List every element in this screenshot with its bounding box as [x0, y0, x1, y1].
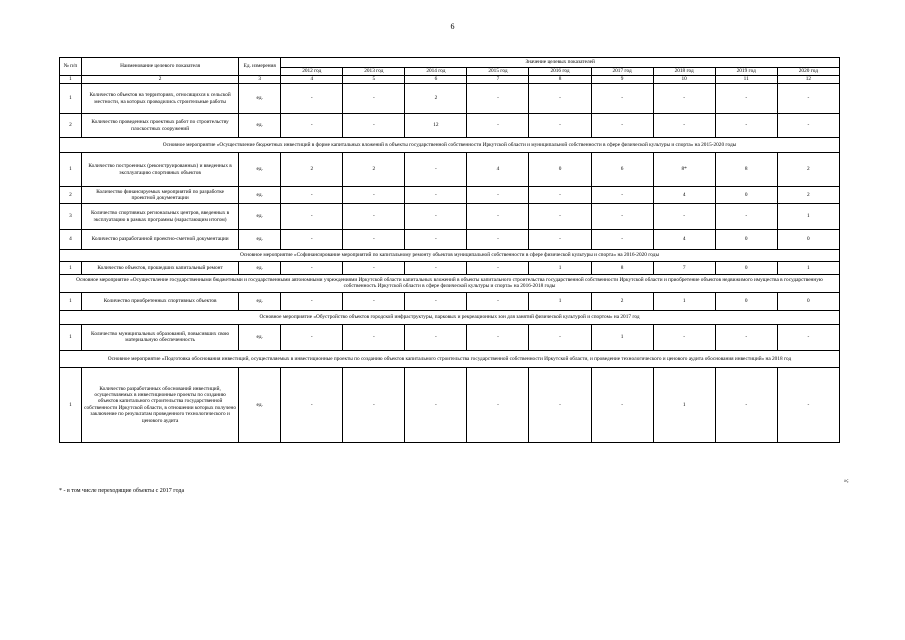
section-row: [60, 138, 840, 153]
section-title: Основное мероприятие «Осуществление государственными бюджетными и государственными автономными учреждениями Иркутской области капитальных вложений в объекты капитального строительства государственной собственности Иркутской области и приобретение объектов недвижимого имущества в государственную собственность Иркутской области в сфере физической культуры и спорта» на 2016-2018 годы: [60, 275, 840, 293]
value-cell: -: [529, 114, 591, 138]
year-header-cell: 2018 год: [653, 68, 715, 76]
value-cell: 0: [529, 153, 591, 187]
header-values: Значение целевых показателей: [281, 58, 840, 68]
header-unit: Ед. измерения: [239, 58, 281, 76]
value-cell: -: [715, 204, 777, 230]
value-cell: -: [281, 262, 343, 275]
column-number-cell: 1: [60, 76, 82, 84]
value-cell: -: [529, 204, 591, 230]
value-cell: -: [405, 324, 467, 350]
value-cell: -: [343, 367, 405, 442]
value-cell: -: [343, 262, 405, 275]
value-cell: -: [777, 114, 839, 138]
value-cell: 0: [715, 187, 777, 204]
unit-cell: ед.: [239, 114, 281, 138]
value-cell: -: [591, 84, 653, 114]
value-cell: -: [281, 187, 343, 204]
value-cell: -: [591, 367, 653, 442]
unit-cell: ед.: [239, 204, 281, 230]
value-cell: -: [281, 324, 343, 350]
indicator-name-cell: Количество объектов на территориях, относящихся к сельской местности, на которых проводились строительные работы: [82, 84, 239, 114]
column-number-cell: 6: [405, 76, 467, 84]
value-cell: 4: [653, 187, 715, 204]
value-cell: -: [343, 230, 405, 250]
value-cell: 0: [715, 262, 777, 275]
value-cell: -: [467, 324, 529, 350]
value-cell: -: [405, 187, 467, 204]
table-body: [60, 84, 840, 443]
table-row: [60, 153, 840, 187]
value-cell: 1: [529, 262, 591, 275]
value-cell: -: [467, 367, 529, 442]
value-cell: 2: [591, 292, 653, 310]
year-header-cell: 2015 год: [467, 68, 529, 76]
table-row: [60, 84, 840, 114]
section-row: [60, 350, 840, 367]
column-number-cell: 7: [467, 76, 529, 84]
indicator-name-cell: Количество финансируемых мероприятий по разработке проектной документации: [82, 187, 239, 204]
value-cell: -: [777, 367, 839, 442]
row-number-cell: 1: [60, 84, 82, 114]
header-name: Наименование целевого показателя: [82, 58, 239, 76]
value-cell: 8: [591, 262, 653, 275]
column-number-cell: 5: [343, 76, 405, 84]
section-title: Основное мероприятие «Софинансирование мероприятий по капитальному ремонту объектов муниципальной собственности в сфере физической культуры и спорта» на 2016-2020 годы: [60, 250, 840, 262]
year-header-cell: 2019 год: [715, 68, 777, 76]
value-cell: -: [653, 324, 715, 350]
header-num: № п/п: [60, 58, 82, 76]
row-number-cell: 3: [60, 204, 82, 230]
year-header-cell: 2014 год: [405, 68, 467, 76]
value-cell: -: [715, 84, 777, 114]
table-row: [60, 230, 840, 250]
section-row: [60, 310, 840, 324]
year-header-cell: 2017 год: [591, 68, 653, 76]
value-cell: -: [281, 292, 343, 310]
value-cell: 8*: [653, 153, 715, 187]
indicator-name-cell: Количество разработанных обоснований инвестиций, осуществляемых в инвестиционные проекты по созданию объектов капитального строительства государственной собственности Иркутской области, в отношении которых получено заключение по результатам проведенного технологического и ценового аудита: [82, 367, 239, 442]
value-cell: -: [281, 367, 343, 442]
value-cell: -: [281, 204, 343, 230]
indicator-table: [59, 57, 840, 443]
row-number-cell: 2: [60, 187, 82, 204]
year-header-cell: 2013 год: [343, 68, 405, 76]
column-number-cell: 10: [653, 76, 715, 84]
value-cell: 2: [777, 187, 839, 204]
value-cell: 0: [715, 230, 777, 250]
section-title: Основное мероприятие «Осуществление бюджетных инвестиций в форме капитальных вложений в объекты государственной собственности Иркутской области и муниципальной собственности в сфере физической культуры и спорта» на 2015-2020 годы: [60, 138, 840, 153]
value-cell: 4: [653, 230, 715, 250]
value-cell: 2: [405, 84, 467, 114]
value-cell: -: [343, 187, 405, 204]
value-cell: 6: [591, 153, 653, 187]
column-number-cell: 12: [777, 76, 839, 84]
section-row: [60, 275, 840, 293]
value-cell: -: [343, 324, 405, 350]
column-number-cell: 9: [591, 76, 653, 84]
indicator-name-cell: Количество объектов, прошедших капитальный ремонт: [82, 262, 239, 275]
value-cell: -: [405, 262, 467, 275]
table-row: [60, 114, 840, 138]
value-cell: -: [529, 324, 591, 350]
value-cell: 7: [653, 262, 715, 275]
trailing-mark: »;: [844, 478, 849, 484]
value-cell: 1: [777, 262, 839, 275]
value-cell: -: [591, 204, 653, 230]
unit-cell: ед.: [239, 230, 281, 250]
value-cell: -: [405, 230, 467, 250]
indicator-name-cell: Количество разработанной проектно-сметной документации: [82, 230, 239, 250]
year-header-cell: 2012 год: [281, 68, 343, 76]
value-cell: -: [777, 324, 839, 350]
value-cell: 1: [591, 324, 653, 350]
value-cell: 0: [777, 292, 839, 310]
row-number-cell: 1: [60, 367, 82, 442]
section-title: Основное мероприятие «Обустройство объектов городской инфраструктуры, парковых и рекреационных зон для занятий физической культурой и спортом» на 2017 год: [60, 310, 840, 324]
value-cell: -: [777, 84, 839, 114]
section-title: Основное мероприятие «Подготовка обоснования инвестиций, осуществляемых в инвестиционные проекты по созданию объектов капитального строительства государственной собственности Иркутской области, и проведение технологического и ценового аудита обоснования инвестиций» на 2018 год: [60, 350, 840, 367]
column-number-cell: 11: [715, 76, 777, 84]
value-cell: 2: [343, 153, 405, 187]
table-header: [60, 58, 840, 84]
value-cell: -: [467, 262, 529, 275]
value-cell: -: [529, 367, 591, 442]
value-cell: -: [591, 114, 653, 138]
value-cell: -: [467, 114, 529, 138]
page-number: 6: [450, 22, 455, 31]
value-cell: -: [405, 367, 467, 442]
table-row: [60, 204, 840, 230]
row-number-cell: 1: [60, 292, 82, 310]
unit-cell: ед.: [239, 262, 281, 275]
table-row: [60, 262, 840, 275]
value-cell: 0: [715, 292, 777, 310]
column-number-cell: 4: [281, 76, 343, 84]
value-cell: -: [281, 114, 343, 138]
value-cell: -: [653, 204, 715, 230]
value-cell: -: [467, 292, 529, 310]
indicator-name-cell: Количество проведенных проектных работ по строительству плоскостных сооружений: [82, 114, 239, 138]
table-row: [60, 292, 840, 310]
value-cell: 4: [467, 153, 529, 187]
row-number-cell: 1: [60, 153, 82, 187]
value-cell: -: [529, 187, 591, 204]
value-cell: -: [405, 292, 467, 310]
indicator-name-cell: Количество спортивных региональных центров, введенных в эксплуатацию в рамках программы (нарастающим итогом): [82, 204, 239, 230]
value-cell: -: [715, 114, 777, 138]
value-cell: -: [653, 114, 715, 138]
value-cell: -: [715, 367, 777, 442]
value-cell: 1: [777, 204, 839, 230]
value-cell: -: [405, 153, 467, 187]
row-number-cell: 2: [60, 114, 82, 138]
column-number-cell: 8: [529, 76, 591, 84]
value-cell: 1: [653, 292, 715, 310]
section-row: [60, 250, 840, 262]
value-cell: 1: [653, 367, 715, 442]
value-cell: -: [343, 84, 405, 114]
value-cell: -: [591, 230, 653, 250]
value-cell: -: [467, 187, 529, 204]
value-cell: -: [467, 230, 529, 250]
value-cell: -: [715, 324, 777, 350]
unit-cell: ед.: [239, 187, 281, 204]
value-cell: 1: [529, 292, 591, 310]
value-cell: -: [343, 114, 405, 138]
unit-cell: ед.: [239, 367, 281, 442]
year-header-cell: 2016 год: [529, 68, 591, 76]
value-cell: 8: [715, 153, 777, 187]
row-number-cell: 1: [60, 262, 82, 275]
indicator-name-cell: Количество построенных (реконструированных) и введенных в эксплуатацию спортивных объектов: [82, 153, 239, 187]
row-number-cell: 1: [60, 324, 82, 350]
unit-cell: ед.: [239, 324, 281, 350]
value-cell: -: [467, 204, 529, 230]
value-cell: -: [405, 204, 467, 230]
unit-cell: ед.: [239, 292, 281, 310]
column-number-cell: 3: [239, 76, 281, 84]
unit-cell: ед.: [239, 84, 281, 114]
value-cell: -: [529, 230, 591, 250]
value-cell: -: [653, 84, 715, 114]
value-cell: 12: [405, 114, 467, 138]
column-number-row: [60, 76, 840, 84]
table-row: [60, 324, 840, 350]
footnote: * - в том числе переходящие объекты с 2017 года: [59, 488, 185, 494]
row-number-cell: 4: [60, 230, 82, 250]
value-cell: 0: [777, 230, 839, 250]
value-cell: -: [281, 84, 343, 114]
column-number-cell: 2: [82, 76, 239, 84]
value-cell: 2: [777, 153, 839, 187]
indicator-name-cell: Количество муниципальных образований, повысивших свою материальную обеспеченность: [82, 324, 239, 350]
value-cell: -: [343, 204, 405, 230]
year-header-cell: 2020 год: [777, 68, 839, 76]
table-row: [60, 187, 840, 204]
value-cell: -: [467, 84, 529, 114]
value-cell: 2: [281, 153, 343, 187]
indicator-name-cell: Количество приобретенных спортивных объектов: [82, 292, 239, 310]
value-cell: -: [529, 84, 591, 114]
unit-cell: ед.: [239, 153, 281, 187]
value-cell: -: [281, 230, 343, 250]
value-cell: -: [591, 187, 653, 204]
value-cell: -: [343, 292, 405, 310]
table-row: [60, 367, 840, 442]
